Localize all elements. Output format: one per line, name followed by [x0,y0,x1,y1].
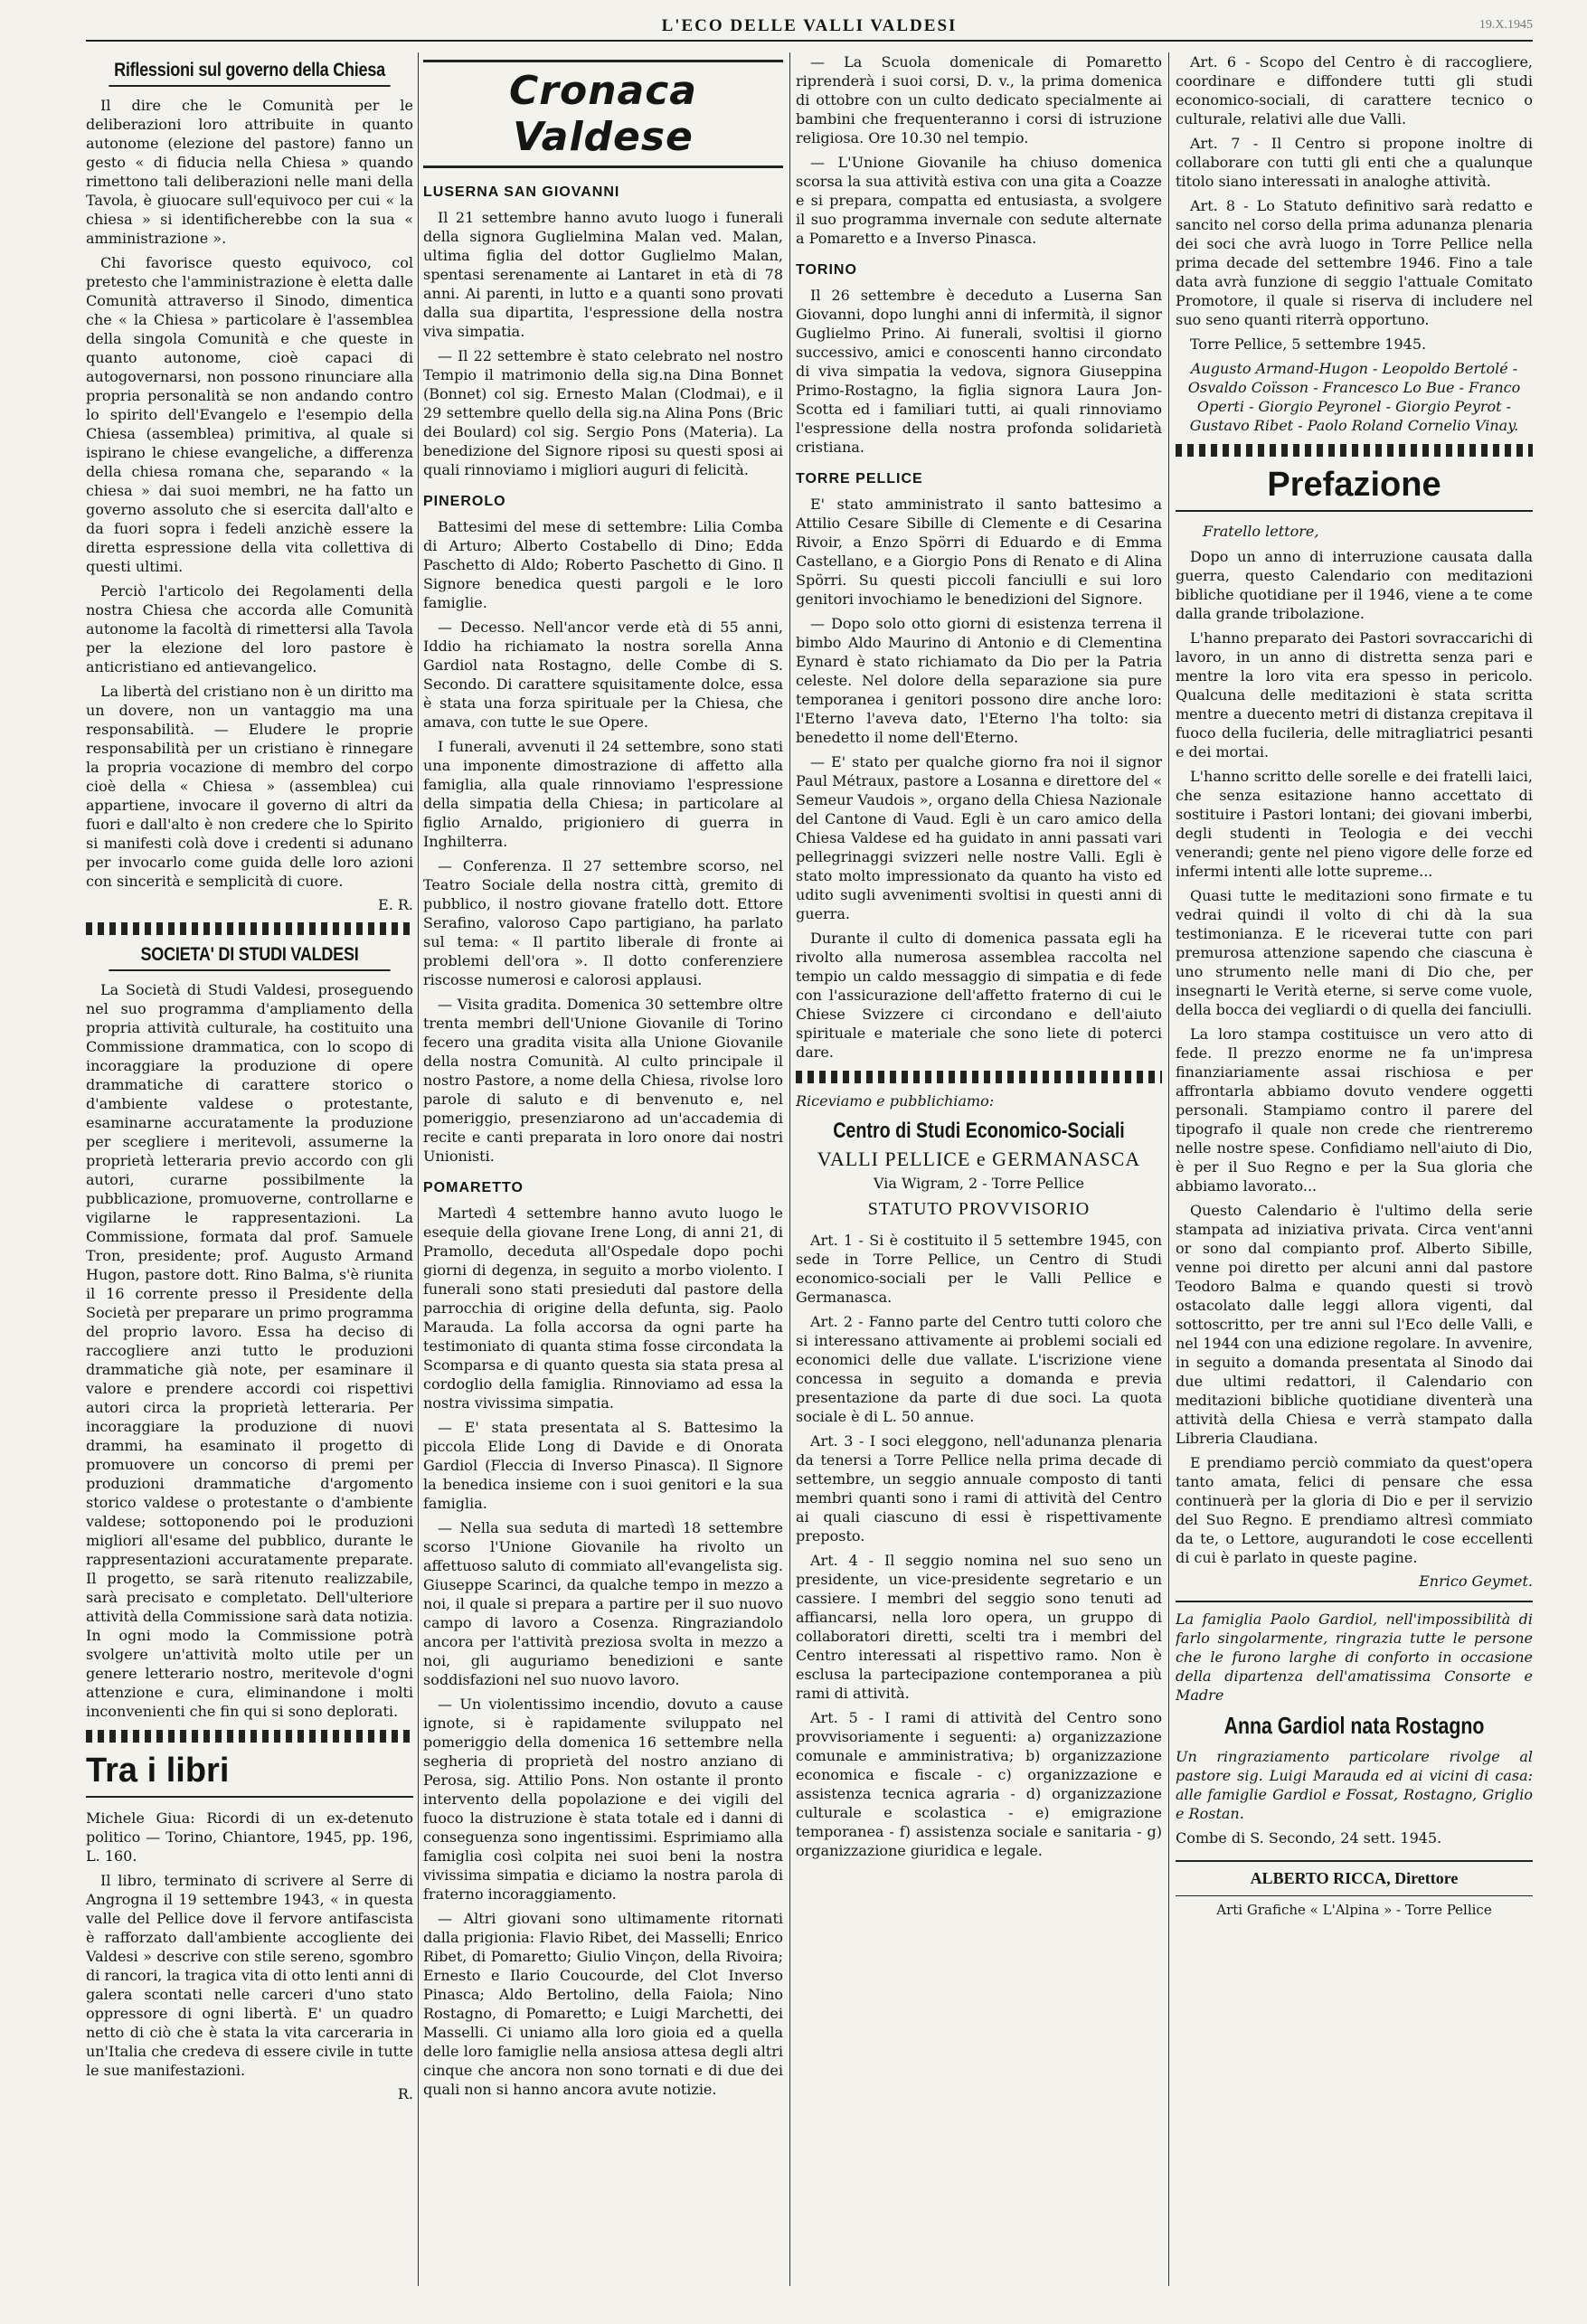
pinerolo-heading: PINEROLO [423,494,506,509]
pinerolo-paragraph: — Visita gradita. Domenica 30 settembre oltre trenta membri dell'Unione Giovanile di Torino fecero una gradita visita alla Unione Giovanile della nostra Comunità. Al culto principale il nostro Pastore, a nome della Chiesa, rivolse loro parole di saluto e di benvenuto e, nel pomeriggio, presenziarono ad un'accademia di recite e canti preparata in loro onore dai nostri Unionisti. [423,996,783,1165]
pinerolo-paragraph: — Conferenza. Il 27 settembre scorso, nel Teatro Sociale della nostra città, gremito di pubblico, il nostro giovane fratello dott. Ettore Serafino, valoroso Capo partigiano, ha parlato sul tema: « Il partito liberale di fronte ai problemi dell'ora ». Il dotto conferenziere riscosse numerosi e calorosi applausi. [423,857,783,988]
libri-reference: Michele Giua: Ricordi di un ex-detenuto politico — Torino, Chiantore, 1945, pp. 196, L. 160. [86,1809,413,1865]
notice-text: Un ringraziamento particolare rivolge al pastore sig. Luigi Marauda ed ai vicini di casa: alle famiglie Gardiol e Fossat, Rostagno, Griglio e Rostan. [1176,1748,1533,1822]
printer-credit: Arti Grafiche « L'Alpina » - Torre Pellice [1176,1895,1533,1918]
prefazione-signature: Enrico Geymet. [1419,1573,1533,1590]
riflessioni-paragraph: Chi favorisce questo equivoco, col pretesto che l'amministrazione è eletta dalle Comunità attraverso il Sinodo, dimentica che « la Chiesa » particolare è l'assemblea della singola Comunità e che queste in quanto autonome, cioè capaci di autogovernarsi, non possono rinunciare alla propria personalità se non andando contro lo spirito dell'Evangelo e l'esempio della Chiesa (assemblea) primitiva, al quale si ispirano le chiese evangeliche, a differenza della chiesa romana che, separando « la chiesa » dai suoi membri, ne ha fatto un governo assoluto che si esercita dall'alto e da fuori sopra i fedeli anzichè essere la diretta espressione della vita collettiva di questi ultimi. [86,254,413,575]
riflessioni-paragraph: Perciò l'articolo dei Regolamenti della nostra Chiesa che accorda alle Comunità autonome la facoltà di rimettersi alla Tavola per la elezione del loro pastore è anticristiano ed antievangelico. [86,582,413,675]
torre-paragraph: — Dopo solo otto giorni di esistenza terrena il bimbo Aldo Maurino di Antonio e di Clementina Eynard è stato richiamato da Dio per la Patria celeste. Nel dolore della separazione sia pure temporanea i genitori possono dire anche loro: l'Eterno l'aveva dato, l'Eterno l'ha tolto: sia benedetto il nome dell'Eterno. [796,615,1162,746]
pomaretto-paragraph: — Altri giovani sono ultimamente ritornati dalla prigionia: Flavio Ribet, dei Masselli; Enrico Ribet, di Pomaretto; Giulio Vinçon, della Rivoira; Ernesto e Ilario Coucourde, del Clot Inverso Pinasca; Aldo Bertolino, della Faiola; Nino Rostagno, di Pomaretto; e Luigi Marchetti, dei Masselli. Ci uniamo alla loro gioia ed a quella delle loro famiglie nella ansiosa attesa degli altri cinque che ancora non sono tornati e di due dei quali non si hanno ancora avute notizie. [423,1910,783,2098]
centro-address: Via Wigram, 2 - Torre Pellice [873,1175,1085,1192]
pomaretto-paragraph: — L'Unione Giovanile ha chiuso domenica scorsa la sua attività estiva con una gita a Coazze e si prepara, compatta ed entusiasta, a svolgere il suo programma invernale con sedute alternate a Pomaretto e a Inverso Pinasca. [796,154,1162,247]
prefazione-paragraph: Questo Calendario è l'ultimo della serie stampata ad iniziativa privata. Circa vent'anni or sono dal compianto prof. Alberto Sibille, venne poi diretto per alcuni anni dal pastore Teodoro Balma e quando questi si trovò ostacolato dalle leggi allora vigenti, dal sottoscritto, per tre anni sul l'Eco delle Valli, e nel 1944 con una edizione regolare. In avvenire, in seguito a domanda presentata al Sinodo dai due ultimi redattori, il Calendario con meditazioni bibliche quotidiane diventerà una attività della Chiesa e verrà stampato dalla Libreria Claudiana. [1176,1202,1533,1447]
pomaretto-paragraph: — La Scuola domenicale di Pomaretto riprenderà i suoi corsi, D. v., la prima domenica di ottobre con un culto dedicato specialmente ai bambini che frequenteranno i corsi di istruzione religiosa. Ore 10.30 nel tempio. [796,53,1162,146]
masthead [86,13,1533,42]
riflessioni-signature: E. R. [378,896,413,913]
luserna-paragraph: Il 21 settembre hanno avuto luogo i funerali della signora Guglielmina Malan ved. Malan, ultima figlia del dottor Guglielmo Malan, spentasi serenamente ai Lantaret in età di 78 anni. Ai parenti, in lutto e a quanti sono provati dalla sua dipartita, l'espressione della nostra viva simpatia. [423,209,783,340]
prefazione-paragraph: La loro stampa costituisce un vero atto di fede. Il prezzo enorme ne fa un'impresa finanziariamente assai rischiosa e per affrontarla abbiamo dovuto vendere oggetti personali. Stampiamo contro il parere del tipografo il quale non crede che rientreremo nelle nostre spese. Confidiamo nell'aiuto di Dio, è per il Suo Regno e per la Sua gloria che abbiamo lavorato... [1176,1025,1533,1195]
pinerolo-paragraph: Battesimi del mese di settembre: Lilia Comba di Arturo; Alberto Costabello di Dino; Edda Paschetto di Aldo; Roberto Paschetto di Gino. Il Signore benedica questi pargoli e le loro famiglie. [423,518,783,611]
riflessioni-paragraph: Il dire che le Comunità per le deliberazioni loro attribuite in quanto autonome (elezione del pastore) fanno un gesto « di fiducia nella Chiesa » quando rimettono tali deliberazioni nelle mani della Tavola, è giuocare sull'equivoco per cui « la chiesa » si identificherebbe con la sua « amministrazione ». [86,97,413,247]
pomaretto-heading: POMARETTO [423,1180,524,1195]
prefazione-paragraph: L'hanno scritto delle sorelle e dei fratelli laici, che senza esitazione hanno accettato di sostituire i Pastori lontani; dei giovani imberbi, degli studenti in Teologia e dei vecchi venerandi; gente nel pieno vigore delle forze ed infermi intenti alle lotte supreme... [1176,768,1533,880]
prefazione-salutation: Fratello lettore, [1203,523,1319,540]
notice-name: Anna Gardiol nata Rostagno [1223,1712,1485,1739]
luserna-paragraph: — Il 22 settembre è stato celebrato nel nostro Tempio il matrimonio della sig.na Dina Bonnet (Bonnet) col sig. Ernesto Malan (Clodmai), e il 29 settembre quello della sig.na Alina Pons (Bric dei Boulard) col sig. Sergio Pons (Materia). La benedizione del Signore riposi su questi sposi ai quali rinnoviamo i migliori auguri di felicità. [423,347,783,478]
statuto-article: Art. 5 - I rami di attività del Centro sono provvisoriamente i seguenti: a) organizzazione comunale e amministrativa; b) organizzazione economica e fiscale - c) organizzazione e assistenza tecnica agraria - d) organizzazione culturale e scolastica - e) emigrazione temporanea - f) assistenza sociale e sanitaria - g) organizzazione giuridica e legale. [796,1709,1162,1859]
notice-text: La famiglia Paolo Gardiol, nell'impossibilità di farlo singolarmente, ringrazia tutte le persone che le furono larghe di conforto in occasione della dipartenza dell'amatissima Consorte e Madre [1176,1611,1533,1704]
statuto-article: Art. 4 - Il seggio nomina nel suo seno un presidente, un vice-presidente segretario e un cassiere. I membri del seggio sono tenuti ad affiancarsi, nella loro opera, un gruppo di collaboratori diretti, scelti tra i membri del Centro interessati al rispettivo ramo. Non è esclusa la partecipazione contemporanea a più rami di attività. [796,1552,1162,1702]
prefazione-paragraph: E prendiamo perciò commiato da quest'opera tanto amata, felici di pensare che essa continuerà per la gloria di Dio e per il servizio del Suo Regno. E prendiamo altresì commiato da te, o Lettore, augurandoti le cose eccellenti di cui è parlato in queste pagine. [1176,1454,1533,1566]
societa-title: SOCIETA' DI STUDI VALDESI [109,944,390,971]
column-rule [418,52,419,2286]
director-credit: ALBERTO RICCA, Direttore [1176,1860,1533,1888]
pinerolo-paragraph: — Decesso. Nell'ancor verde età di 55 anni, Iddio ha richiamato la nostra sorella Anna Gardiol nata Rostagno, delle Combe di S. Secondo. Di carattere squisitamente dolce, essa è stata una forza spirituale per la Chiesa, che amava, con tutte le sue Opere. [423,619,783,731]
torre-heading: TORRE PELLICE [796,471,923,487]
prefazione-paragraph: Dopo un anno di interruzione causata dalla guerra, questo Calendario con meditazioni bibliche quotidiane per il 1946, viene a te come dalla grande tribolazione. [1176,548,1533,622]
riflessioni-title: Riflessioni sul governo della Chiesa [109,60,390,87]
torino-paragraph: Il 26 settembre è deceduto a Luserna San Giovanni, dopo lunghi anni di infermità, il signor Guglielmo Prino. Ai funerali, svoltisi il giorno successivo, amici e conoscenti hanno circondato di viva simpatia la vedova, signora Giuseppina Primo-Rostagno, la figlia signora Laura Jon-Scotta ed i familiari tutti, ai quali rinnoviamo l'espressione della nostra profonda solidarietà cristiana. [796,287,1162,456]
prefazione-title: Prefazione [1176,466,1533,512]
torino-heading: TORINO [796,262,857,278]
statuto-article: Art. 6 - Scopo del Centro è di raccogliere, coordinare e diffondere tutti gli studi economico-sociali, di carattere tecnico o culturale, relativi alle due Valli. [1176,53,1533,128]
statuto-article: Art. 8 - Lo Statuto definitivo sarà redatto e sancito nel corso della prima adunanza plenaria dei soci che avrà luogo in Torre Pellice nella prima decade del settembre 1946. Fino a tale data avrà funzione di seggio l'attuale Comitato Promotore, il quale si riserva di includere nel suo seno quanti riterrà opportuno. [1176,197,1533,328]
decorative-divider [86,922,413,935]
statuto-place-date: Torre Pellice, 5 settembre 1945. [1190,335,1427,353]
prefazione-paragraph: L'hanno preparato dei Pastori sovraccarichi di lavoro, in un anno di distretta senza pari e mentre la loro vita era spesso in pericolo. Qualcuna delle meditazioni è stata scritta mentre a duecento metri di distanza crepitava il fuoco della fucileria, delle mitragliatrici pesanti e dei mortai. [1176,629,1533,760]
torre-paragraph: — E' stato per qualche giorno fra noi il signor Paul Métraux, pastore a Losanna e direttore del « Semeur Vaudois », organo della Chiesa Nazionale del Cantone di Vaud. Egli è un caro amico della Chiesa Valdese ed ha guidato in anni passati vari pellegrinaggi svizzeri nelle nostre Valli. Egli è stato molto impressionato da quanto ha visto ed udito sugli avvenimenti svoltisi in questi anni di guerra. [796,753,1162,922]
prefazione-paragraph: Quasi tutte le meditazioni sono firmate e tu vedrai quindi il volto di chi dà la sua testimonianza. E le riceverai tutte con pari premurosa attenzione sapendo che ciascuna è uno strumento nelle mani di Dio che, per insegnarti le Verità eterne, si serve come vuole, della bocca dei vegliardi o di quella dei fanciulli. [1176,887,1533,1018]
libri-signature: R. [397,2085,413,2102]
masthead-date: 19.X.1945 [1478,18,1533,32]
column-rule [789,52,790,2286]
centro-title: Centro di Studi Economico-Sociali [833,1119,1125,1143]
libri-title: Tra i libri [86,1752,413,1798]
column-2 [423,52,783,2295]
luserna-heading: LUSERNA SAN GIOVANNI [423,184,620,200]
statuto-article: Art. 7 - Il Centro si propone inoltre di collaborare con tutti gli enti che a qualunque titolo siano interessati in analoghe attività. [1176,135,1533,190]
torre-paragraph: E' stato amministrato il santo battesimo a Attilio Cesare Sibille di Clemente e di Cesarina Rivoir, a Enzo Spörri di Eduardo e di Emma Castellano, e a Giorgio Pons di Renato e di Alina Spörri. Su questi piccoli fanciulli e sui loro genitori invochiamo le benedizioni del Signore. [796,496,1162,608]
libri-paragraph: Il libro, terminato di scrivere al Serre di Angrogna il 19 settembre 1943, « in questa valle del Pellice dove il fervore antifascista è rafforzato dall'ambiente accogliente dei Valdesi » descrive con stile sereno, sgombro di rancori, la tragica vita di otto lenti anni di galera scontati nelle carceri d'uno stato oppressore di ogni libertà. E' un quadro netto di ciò che è stata la vita carceraria in un'Italia che credeva di essere civile in tutte le sue manifestazioni. [86,1872,413,2079]
riflessioni-paragraph: La libertà del cristiano non è un diritto ma un dovere, non un vantaggio ma una responsabilità. — Eludere le proprie responsabilità per un cristiano è rinnegare la propria vocazione di membro del corpo cioè della « Chiesa » (assemblea) cui appartiene, invocare il governo di altri da fuori e dall'alto è non credere che lo Spirito si manifesti colà dove i credenti si adunano per invocarlo come guida delle loro azioni con sincerità e semplicità di cuore. [86,683,413,890]
notice-place-date: Combe di S. Secondo, 24 sett. 1945. [1176,1829,1442,1847]
statuto-article: Art. 1 - Si è costituito il 5 settembre 1945, con sede in Torre Pellice, un Centro di Studi economico-sociali per le Valli Pellice e Germanasca. [796,1232,1162,1306]
statuto-title: STATUTO PROVVISORIO [867,1199,1091,1219]
cronaca-title: Cronaca Valdese [423,60,783,168]
pomaretto-paragraph: — E' stata presentata al S. Battesimo la piccola Elide Long di Davide e di Onorata Gardiol (Fleccia di Inverso Pinasca). Il Signore la benedica insieme con i suoi genitori e la sua famiglia. [423,1419,783,1512]
decorative-divider [1176,444,1533,457]
column-1 [86,52,413,2286]
thanks-notice [1176,1601,1533,1847]
column-rule [1168,52,1169,2286]
column-4 [1176,52,1533,2295]
societa-paragraph: La Società di Studi Valdesi, proseguendo nel suo programma d'ampliamento della propria attività culturale, ha costituito una Commissione drammatica, con lo scopo di incoraggiare la produzione di opere drammatiche di carattere storico o d'ambiente valdese o protestante, esaminarne accuratamente la produzione per scegliere i meritevoli, assumerne la proprietà letteraria previo accordo con gli autori, curarne possibilmente la pubblicazione, promuoverne, controllarne e vigilarne le rappresentazioni. La Commissione, formata dal prof. Samuele Tron, presidente; prof. Augusto Armand Hugon, pastore dott. Rino Balma, s'è riunita il 16 corrente presso il Presidente della Società per preparare un primo programma del proprio lavoro. Essa ha deciso di raccogliere anzi tutto le produzioni drammatiche già note, per esaminare il valore e prendere accordi coi rispettivi autori circa la proprietà letteraria. Per incoraggiare la produzione di nuovi drammi, ha esaminato il progetto di promuovere un concorso di premi per produzioni drammatiche d'argomento storico valdese o protestante o d'ambiente valdese; sottoponendo poi le produzioni migliori all'esame del pubblico, durante le rappresentazioni accuratamente preparate. Il progetto, se sarà ritenuto realizzabile, sarà precisato e completato. Dell'ulteriore attività della Commissione sarà data notizia. In ogni modo la Commissione potrà svolgere un'attività molto utile per un genere letterario nostro, meritevole d'ogni attenzione e cura, eliminandone i molti inconvenienti che fin qui si sono deplorati. [86,981,413,1720]
pomaretto-paragraph: — Nella sua seduta di martedì 18 settembre scorso l'Unione Giovanile ha rivolto un affettuoso saluto di commiato all'evangelista sig. Giuseppe Scarinci, da qualche tempo in mezzo a noi, il quale si prepara a partire per il suo nuovo campo di lavoro a Cosenza. Ringraziandolo ancora per l'attività preziosa svolta in mezzo a noi, gli auguriamo benedizioni e sante soddisfazioni nel suo nuovo lavoro. [423,1519,783,1688]
statuto-signers: Augusto Armand-Hugon - Leopoldo Bertolé - Osvaldo Coïsson - Francesco Lo Bue - Franco Operti - Giorgio Peyronel - Giorgio Peyrot - Gustavo Ribet - Paolo Roland Cornelio Vinay. [1187,360,1521,434]
decorative-divider [796,1071,1162,1083]
centro-intro: Riceviamo e pubblichiamo: [796,1092,995,1110]
statuto-article: Art. 3 - I soci eleggono, nell'adunanza plenaria da tenersi a Torre Pellice nella prima decade di settembre, un seggio annuale composto di tanti membri quanti sono i rami di attività del Centro ai quali ciascuno di essi è rispettivamente preposto. [796,1432,1162,1545]
pomaretto-paragraph: Martedì 4 settembre hanno avuto luogo le esequie della giovane Irene Long, di anni 21, di Pramollo, deceduta all'Ospedale dopo pochi giorni di degenza, in seguito a morbo violento. I funerali sono stati presieduti dal pastore della parrocchia di origine della defunta, sig. Paolo Marauda. La folla accorsa da ogni parte ha testimoniato di quanta stima fosse circondata la Scomparsa e di quanto questa sia stata presa al cordoglio della famiglia. Rinnoviamo ad essa la nostra vivissima simpatia. [423,1205,783,1412]
column-3 [796,52,1162,2295]
centro-subtitle: VALLI PELLICE e GERMANASCA [817,1148,1141,1170]
pomaretto-paragraph: — Un violentissimo incendio, dovuto a cause ignote, si è rapidamente sviluppato nel pomeriggio della domenica 16 settembre nella segheria di proprietà del nostro anziano di Perosa, sig. Attilio Pons. Non ostante il pronto intervento della popolazione e dei vigili del fuoco la distruzione è stata totale ed i danni di conseguenza sono ingentissimi. Esprimiamo alla famiglia così colpita nei suoi beni la nostra vivissima simpatia e diciamo la nostra parola di fraterno incoraggiamento. [423,1696,783,1903]
masthead-title: L'ECO DELLE VALLI VALDESI [661,16,958,35]
pinerolo-paragraph: I funerali, avvenuti il 24 settembre, sono stati una imponente dimostrazione di affetto alla famiglia, alla quale rinnoviamo l'espressione della simpatia della Chiesa; in particolare al figlio Arnaldo, prigioniero di guerra in Inghilterra. [423,738,783,850]
torre-paragraph: Durante il culto di domenica passata egli ha rivolto alla numerosa assemblea raccolta nel tempio un caldo messaggio di simpatia e di fede con l'assicurazione dell'affetto fraterno di cui le Chiese Svizzere ci circondano e dell'aiuto spirituale e materiale che sono liete di poterci dare. [796,930,1162,1061]
statuto-article: Art. 2 - Fanno parte del Centro tutti coloro che si interessano attivamente ai problemi sociali ed economici delle due vallate. L'iscrizione viene concessa in seguito a domanda e previa presentazione da parte di due soci. La quota sociale è di L. 50 annue. [796,1313,1162,1425]
decorative-divider [86,1730,413,1743]
